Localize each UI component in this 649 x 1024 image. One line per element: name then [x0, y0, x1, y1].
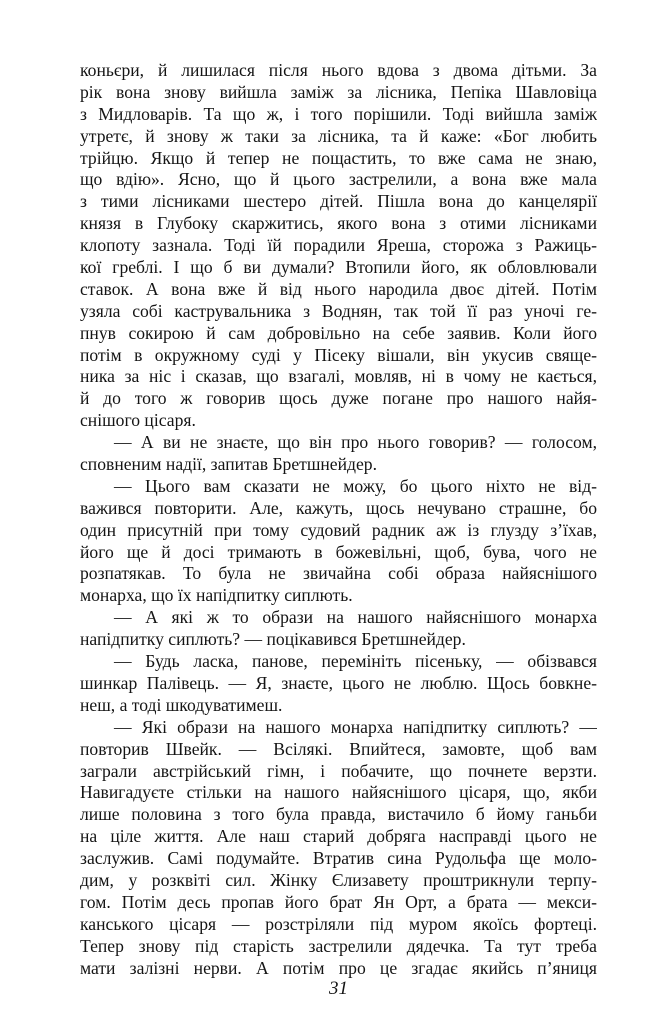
text-line: кої греблі. І що б ви думали? Втопили його, як обловлювали	[80, 257, 597, 278]
text-line: Навигадуєте стільки на нашого найяснішого цісаря, що, якби	[80, 782, 597, 803]
text-line: ника за ніс і сказав, що взагалі, мовляв, ні в чому не кається,	[80, 366, 597, 387]
text-line: ставок. А вона вже й від нього народила двоє дітей. Потім	[80, 278, 597, 299]
text-line: — Цього вам сказати не можу, бо цього ніхто не від-	[114, 475, 597, 496]
text-line: коньєри, й лишилася після нього вдова з двома дітьми. За	[80, 60, 597, 80]
text-line: його ще й досі тримають в божевільні, щоб, бува, чого не	[80, 541, 597, 562]
text-line: на ціле життя. Але наш старий добряга насправді цього не	[80, 826, 597, 847]
text-line: — А які ж то образи на нашого найяснішого монарха	[114, 607, 597, 628]
text-line: неш, а тоді шкодуватимеш.	[80, 694, 283, 715]
text-line: повторив Швейк. — Всілякі. Впийтеся, замовте, щоб вам	[80, 738, 597, 759]
text-line: з Мидловарів. Та що ж, і того порішили. Тоді вийшла заміж	[80, 103, 597, 124]
text-line: один присутній при тому судовий радник аж із глузду з’їхав,	[80, 519, 597, 540]
text-line: розпатякав. То була не звичайна собі образа найяснішого	[80, 563, 597, 584]
text-line: снішого цісаря.	[80, 410, 196, 431]
text-line: заграли австрійський гімн, і побачите, що почнете верзти.	[80, 760, 597, 781]
text-line: канського цісаря — розстріляли під муром якоїсь фортеці.	[80, 913, 597, 934]
text-line: рік вона знову вийшла заміж за лісника, Пепіка Шавловіца	[80, 81, 597, 102]
text-line: й до того ж говорив щось дуже погане про нашого найя-	[80, 388, 597, 409]
text-line: з тими лісниками шестеро дітей. Пішла вона до канцелярії	[80, 191, 597, 212]
text-line: — А ви не знаєте, що він про нього говорив? — голосом,	[114, 432, 597, 453]
body-text	[80, 60, 597, 979]
text-line: дим, у розквіті сил. Жінку Єлизавету проштрикнули терпу-	[80, 869, 597, 890]
text-line: князя в Глубоку скаржитись, якого вона з отими лісниками	[80, 213, 597, 234]
text-line: потім в окружному суді у Пісеку вішали, він укусив свяще-	[80, 344, 597, 365]
text-line: — Будь ласка, панове, перемініть пісеньку, — обізвався	[114, 651, 597, 672]
text-line: трійцю. Якщо й тепер не пощастить, то вже сама не знаю,	[80, 147, 597, 168]
text-line: сповненим надії, запитав Бретшнейдер.	[80, 454, 377, 475]
text-line: напідпитку сиплють? — поцікавився Бретшнейдер.	[80, 629, 466, 650]
text-line: Тепер знову під старість застрелили дядечка. Та тут треба	[80, 935, 597, 956]
text-line: важився повторити. Але, кажуть, щось нечувано страшне, бо	[80, 497, 597, 518]
text-line: узяла собі каструвальника з Воднян, так той її раз уночі ге-	[80, 300, 597, 321]
text-line: лише половина з того була правда, вистачило б йому ганьби	[80, 804, 597, 825]
text-line: що вдію». Ясно, що й цього застрелили, а вона вже мала	[80, 169, 597, 190]
text-line: пнув сокирою й сам добровільно на себе заявив. Коли його	[80, 322, 597, 343]
text-line: шинкар Палівець. — Я, знаєте, цього не люблю. Щось бовкне-	[80, 672, 597, 693]
text-line: клопоту зазнала. Тоді їй порадили Яреша, сторожа з Ражиць-	[80, 235, 597, 256]
text-line: мати залізні нерви. А потім про це згадає якийсь п’яниця	[80, 957, 597, 978]
text-line: гом. Потім десь пропав його брат Ян Орт, а брата — мекси-	[80, 891, 597, 912]
text-line: — Які образи на нашого монарха напідпитку сиплють? —	[114, 716, 597, 737]
text-line: утретє, й знову ж таки за лісника, та й каже: «Бог любить	[80, 125, 597, 146]
text-line: заслужив. Самі подумайте. Втратив сина Рудольфа ще моло-	[80, 848, 597, 869]
page-number: 31	[329, 978, 348, 999]
text-line: монарха, що їх напідпитку сиплють.	[80, 585, 353, 606]
book-page	[80, 60, 597, 1000]
